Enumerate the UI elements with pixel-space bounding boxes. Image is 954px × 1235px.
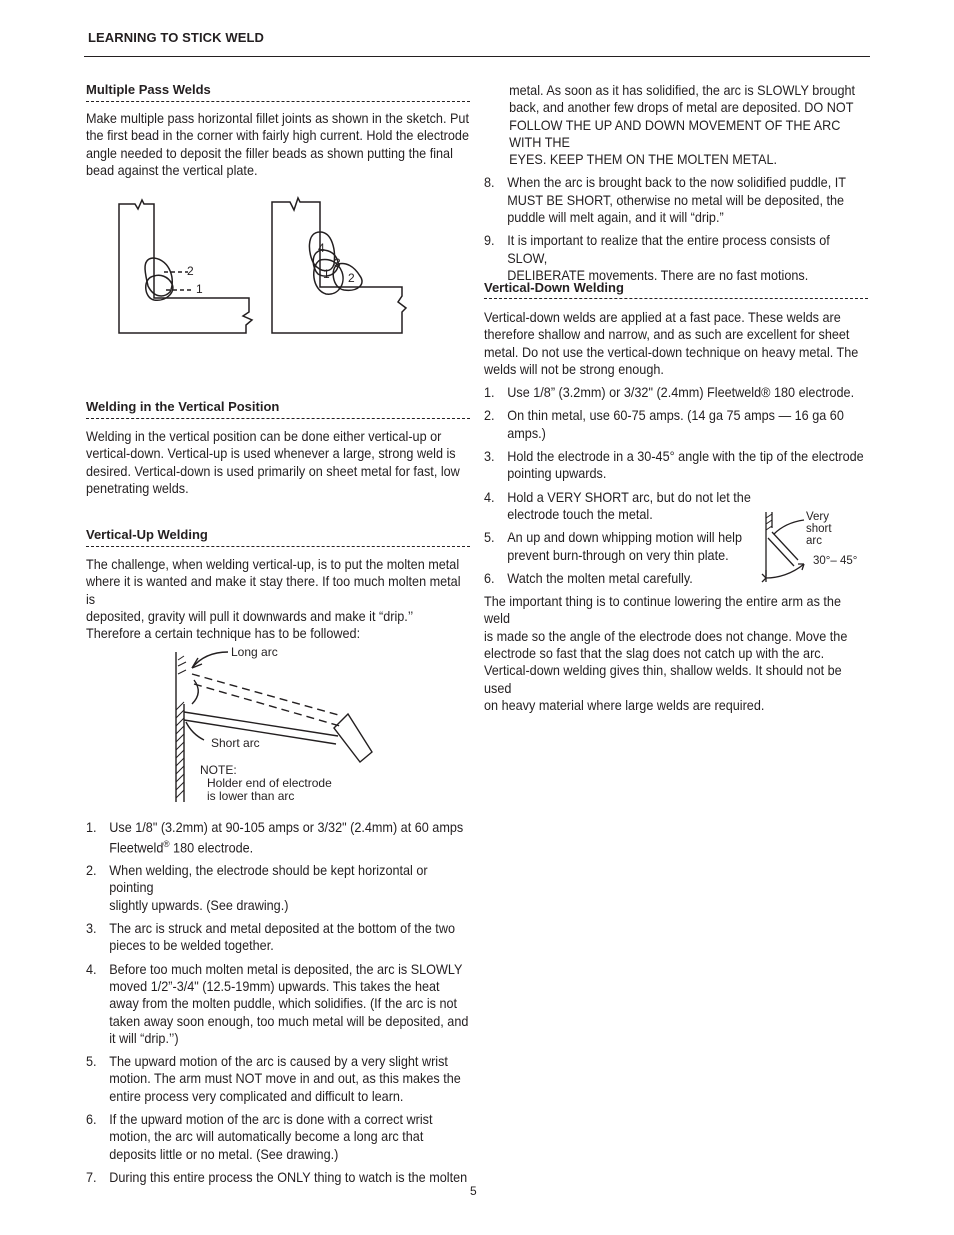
- vertical-up-electrode-figure: [170, 644, 390, 804]
- list-item: 9. It is important to realize that the entire process consists of SLOW, DELIBERATE movements. There are no fast motions.: [484, 233, 830, 283]
- page-number: 5: [470, 1184, 477, 1198]
- long-arc-label: Long arc: [231, 645, 278, 659]
- list-item: 4. Hold a VERY SHORT arc, but do not let the electrode touch the metal.: [484, 489, 751, 522]
- heading-rule: [86, 546, 470, 547]
- list-item: 2. On thin metal, use 60-75 amps. (14 ga 75 amps — 16 ga 60 amps.): [484, 408, 844, 441]
- multiple-pass-weld-figure: [112, 192, 422, 340]
- multiple-pass-paragraph: Make multiple pass horizontal fillet joints as shown in the sketch. Put the first bead in the corner with fairly high current. Hold the electrode angle needed to deposit the filler beads as shown putting the final bead against the vertical plate.: [86, 111, 469, 178]
- heading-rule: [484, 298, 868, 299]
- list-item: 5. An up and down whipping motion will help prevent burn-through on very thin plate.: [484, 530, 742, 563]
- vertical-down-angle-figure: [760, 506, 868, 586]
- short-label: short: [806, 523, 832, 535]
- vertical-up-heading: Vertical-Up Welding: [86, 527, 208, 542]
- fig-label-3: 3: [334, 256, 341, 270]
- list-item: 2. When welding, the electrode should be kept horizontal or pointing slightly upwards. (See drawing.): [86, 863, 428, 913]
- vertical-down-body: Vertical-down welds are applied at a fast pace. These welds are therefore shallow and narrow, and as such are excellent for sheet metal. Do not use the vertical-down technique on heavy metal. The welds will not be strong enough. 1. Use 1/8” (3.2mm) or 3/32" (2.4mm) Fleetweld® 180 electrode. 2. On thin metal, use 60-75 amps. (14 ga 75 amps — 16 ga 60 amps.) 3. Hold the electrode in a 30-45° angle with the tip of the electrode pointing upwards. 4. Hold a VERY SHORT arc, but do not let the electrode touch the metal. 5. An up and down whipping motion will help prevent burn-through on very thin plate. 6. Watch the molten metal carefully. The important thing is to continue lowering the entire arm as the weld is made so the angle of the electrode does not change. Move the electrode so fast that the slag does not catch up with the arc. Vertical-down welding gives thin, shallow welds. It should not be used on heavy material where large welds are required.: [484, 309, 870, 714]
- vertical-up-steps: [86, 819, 472, 1186]
- vertical-down-closing: The important thing is to continue lowering the entire arm as the weld is made so the angle of the electrode does not change. Move the electrode so fast that the slag does not catch up with the arc. Vertical-down welding gives thin, shallow welds. It should not be used on heavy material where large welds are required.: [484, 594, 848, 713]
- heading-rule: [86, 418, 470, 419]
- list-item: 6. If the upward motion of the arc is done with a correct wrist motion, the arc will automatically become a long arc that deposits little or no metal. (See drawing.): [86, 1111, 433, 1162]
- list-item: 5. The upward motion of the arc is caused by a very slight wrist motion. The arm must NOT move in and out, as this makes the entire process very complicated and difficult to learn.: [86, 1054, 461, 1104]
- note-line-1: Holder end of electrode: [207, 776, 332, 790]
- list-item: 1. Use 1/8" (3.2mm) at 90-105 amps or 3/32" (2.4mm) at 60 amps Fleetweld® 180 electrode.: [86, 820, 464, 856]
- list-item: 3. The arc is struck and metal deposited at the bottom of the two pieces to be welded together.: [86, 921, 455, 954]
- multiple-pass-heading: Multiple Pass Welds: [86, 82, 211, 97]
- list-item: 4. Before too much molten metal is deposited, the arc is SLOWLY moved 1/2”-3/4" (12.5-19mm) upwards. This takes the heat away from the molten puddle, which solidifies. (If the arc is not taken away soon enough, too much metal will be deposited, and it will “drip.’’): [86, 961, 469, 1046]
- list-item: 3. Hold the electrode in a 30-45° angle with the tip of the electrode pointing upwards.: [484, 449, 864, 482]
- header-rule: [84, 56, 870, 57]
- list-item: 1. Use 1/8” (3.2mm) or 3/32" (2.4mm) Fleetweld® 180 electrode.: [484, 385, 855, 401]
- vertical-up-paragraph: The challenge, when welding vertical-up, is to put the molten metal where it is wanted and make it stay there. If too much molten metal is deposited, gravity will pull it downwards and make it “drip.’’ Therefore a certain technique has to be followed:: [86, 557, 461, 642]
- note-label: NOTE:: [200, 763, 237, 777]
- vertical-position-paragraph: Welding in the vertical position can be done either vertical-up or vertical-down. Vertical-up is used whenever a large, strong weld is desired. Vertical-down is used primarily on sheet metal for fast, low penetrating welds.: [86, 429, 460, 496]
- list-item: 6. Watch the molten metal carefully.: [484, 570, 693, 586]
- list-item: 8. When the arc is brought back to the now solidified puddle, IT MUST BE SHORT, otherwise no metal will be deposited, the puddle will melt again, and it will “drip.”: [484, 175, 846, 226]
- fig-label-2b: 2: [348, 271, 355, 285]
- angle-label: 30°– 45°: [813, 555, 858, 567]
- fig-label-4: 4: [318, 241, 325, 255]
- page-header-title: LEARNING TO STICK WELD: [88, 30, 265, 45]
- arc-label: arc: [806, 535, 822, 547]
- step-7-continuation: metal. As soon as it has solidified, the arc is SLOWLY brought back, and another few drops of metal are deposited. DO NOT FOLLOW THE UP AND DOWN MOVEMENT OF THE ARC WITH THE EYES. KEEP THEM ON THE MOLTEN METAL. 8. When the arc is brought back to the now solidified puddle, IT MUST BE SHORT, otherwise no metal will be deposited, the puddle will melt again, and it will “drip.” 9. It is important to realize that the entire process consists of SLOW, DELIBERATE movements. There are no fast motions.: [484, 82, 870, 284]
- fig-label-1b: 1: [323, 267, 330, 281]
- short-arc-label: Short arc: [211, 736, 260, 750]
- vertical-position-heading: Welding in the Vertical Position: [86, 399, 280, 414]
- list-item: 7. During this entire process the ONLY thing to watch is the molten: [86, 1169, 468, 1185]
- fig-label-2: 2: [187, 264, 194, 278]
- fig-label-1: 1: [196, 282, 203, 296]
- very-label: Very: [806, 511, 830, 523]
- heading-rule: [86, 101, 470, 102]
- note-line-2: is lower than arc: [207, 789, 295, 803]
- vertical-down-heading: Vertical-Down Welding: [484, 280, 624, 295]
